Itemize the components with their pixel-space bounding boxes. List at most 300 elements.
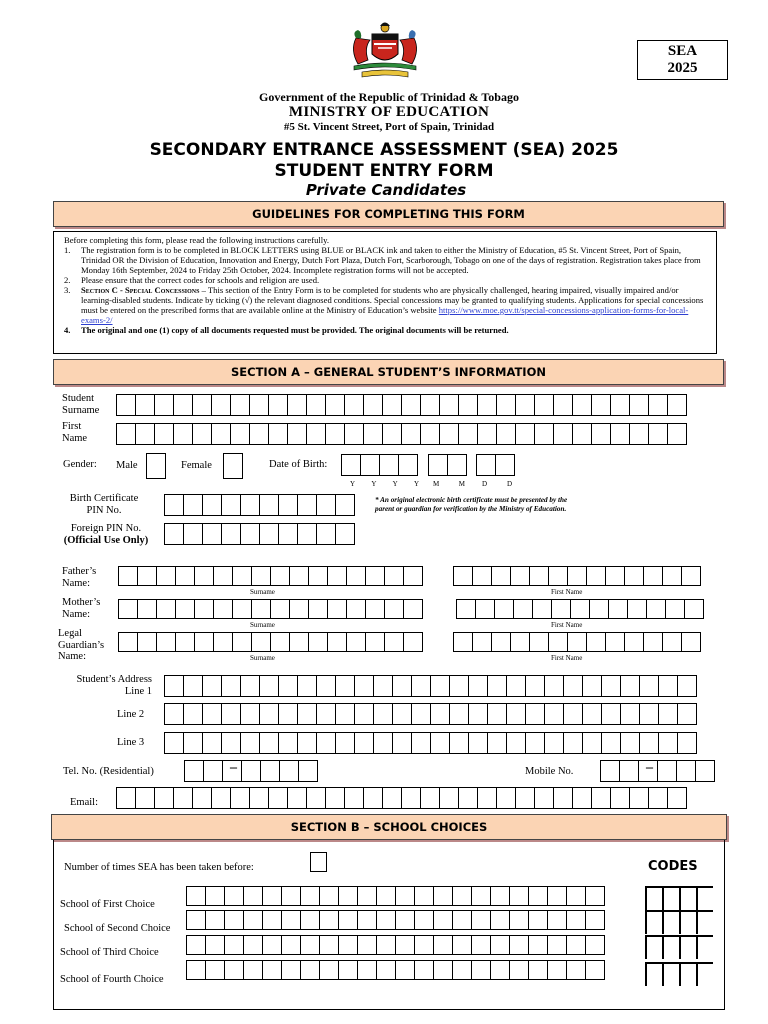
entry-box[interactable] [335,523,355,545]
entry-box[interactable] [472,566,492,586]
entry-box[interactable] [230,394,250,416]
entry-box[interactable] [447,454,467,476]
code-box[interactable] [645,964,662,986]
entry-box[interactable] [605,566,625,586]
entry-box[interactable] [403,566,423,586]
entry-box[interactable] [249,787,269,809]
entry-box[interactable] [453,566,473,586]
code-box[interactable] [645,937,662,959]
entry-box[interactable] [289,632,309,652]
entry-box[interactable] [420,394,440,416]
entry-box[interactable] [186,960,206,980]
entry-box[interactable] [624,632,644,652]
entry-box[interactable] [384,632,404,652]
entry-box[interactable] [118,599,138,619]
entry-box[interactable] [610,423,630,445]
entry-box[interactable] [384,599,404,619]
student-surname-boxes[interactable] [116,394,686,416]
first-choice-code-boxes[interactable] [645,886,713,910]
entry-box[interactable] [449,732,469,754]
entry-box[interactable] [363,787,383,809]
entry-box[interactable] [259,494,279,516]
entry-box[interactable] [509,886,529,906]
entry-box[interactable] [430,675,450,697]
entry-box[interactable] [513,599,533,619]
entry-box[interactable] [382,394,402,416]
email-boxes[interactable] [116,787,686,809]
entry-box[interactable] [232,632,252,652]
entry-box[interactable] [468,703,488,725]
entry-box[interactable] [449,675,469,697]
first-name-boxes[interactable] [116,423,686,445]
code-box[interactable] [645,888,662,910]
entry-box[interactable] [335,703,355,725]
entry-box[interactable] [496,787,516,809]
entry-box[interactable] [605,632,625,652]
entry-box[interactable] [376,960,396,980]
entry-box[interactable] [175,632,195,652]
entry-box[interactable] [164,675,184,697]
entry-box[interactable] [325,787,345,809]
entry-box[interactable] [230,787,250,809]
entry-box[interactable] [357,886,377,906]
entry-box[interactable] [338,886,358,906]
entry-box[interactable] [684,599,704,619]
entry-box[interactable] [534,787,554,809]
entry-box[interactable] [452,886,472,906]
entry-box[interactable] [262,935,282,955]
entry-box[interactable] [289,566,309,586]
entry-box[interactable] [268,787,288,809]
tel-number-boxes[interactable] [241,760,317,782]
entry-box[interactable] [243,910,263,930]
entry-box[interactable] [449,703,469,725]
entry-box[interactable] [240,675,260,697]
entry-box[interactable] [495,454,515,476]
entry-box[interactable] [648,423,668,445]
entry-box[interactable] [224,886,244,906]
entry-box[interactable] [627,599,647,619]
entry-box[interactable] [506,732,526,754]
entry-box[interactable] [240,703,260,725]
entry-box[interactable] [382,423,402,445]
entry-box[interactable] [243,886,263,906]
entry-box[interactable] [308,632,328,652]
entry-box[interactable] [192,423,212,445]
entry-box[interactable] [192,787,212,809]
entry-box[interactable] [154,787,174,809]
entry-box[interactable] [547,960,567,980]
entry-box[interactable] [506,703,526,725]
entry-box[interactable] [346,566,366,586]
entry-box[interactable] [456,599,476,619]
code-box[interactable] [662,937,679,959]
entry-box[interactable] [681,632,701,652]
entry-box[interactable] [453,632,473,652]
entry-box[interactable] [629,423,649,445]
entry-box[interactable] [430,703,450,725]
entry-box[interactable] [194,566,214,586]
entry-box[interactable] [344,787,364,809]
entry-box[interactable] [643,566,663,586]
code-box[interactable] [696,888,713,910]
entry-box[interactable] [529,566,549,586]
entry-box[interactable] [439,423,459,445]
entry-box[interactable] [306,787,326,809]
entry-box[interactable] [566,886,586,906]
entry-box[interactable] [175,566,195,586]
entry-box[interactable] [346,632,366,652]
entry-box[interactable] [205,886,225,906]
entry-box[interactable] [585,886,605,906]
entry-box[interactable] [186,886,206,906]
entry-box[interactable] [585,910,605,930]
entry-box[interactable] [327,632,347,652]
entry-box[interactable] [365,632,385,652]
entry-box[interactable] [610,787,630,809]
code-box[interactable] [679,888,696,910]
entry-box[interactable] [173,394,193,416]
entry-box[interactable] [135,787,155,809]
entry-box[interactable] [490,910,510,930]
entry-box[interactable] [287,394,307,416]
code-box[interactable] [679,964,696,986]
entry-box[interactable] [319,960,339,980]
entry-box[interactable] [325,423,345,445]
entry-box[interactable] [401,787,421,809]
entry-box[interactable] [137,566,157,586]
code-box[interactable] [662,964,679,986]
entry-box[interactable] [695,760,715,782]
entry-box[interactable] [183,732,203,754]
entry-box[interactable] [319,935,339,955]
entry-box[interactable] [154,394,174,416]
entry-box[interactable] [487,703,507,725]
entry-box[interactable] [300,935,320,955]
entry-box[interactable] [373,675,393,697]
entry-box[interactable] [202,523,222,545]
entry-box[interactable] [357,935,377,955]
entry-box[interactable] [392,703,412,725]
code-box[interactable] [696,964,713,986]
entry-box[interactable] [395,960,415,980]
times-taken-box[interactable] [310,852,327,872]
entry-box[interactable] [281,935,301,955]
entry-box[interactable] [281,886,301,906]
entry-box[interactable] [477,423,497,445]
code-box[interactable] [696,912,713,934]
entry-box[interactable] [373,703,393,725]
address-line1-boxes[interactable] [164,675,696,697]
entry-box[interactable] [164,703,184,725]
entry-box[interactable] [211,394,231,416]
entry-box[interactable] [629,787,649,809]
entry-box[interactable] [528,886,548,906]
guardian-first-name-boxes[interactable] [453,632,700,652]
code-box[interactable] [662,888,679,910]
entry-box[interactable] [297,732,317,754]
entry-box[interactable] [528,935,548,955]
entry-box[interactable] [213,599,233,619]
dob-day-boxes[interactable] [476,454,514,476]
entry-box[interactable] [354,703,374,725]
entry-box[interactable] [278,732,298,754]
entry-box[interactable] [414,910,434,930]
entry-box[interactable] [657,760,677,782]
entry-box[interactable] [601,675,621,697]
entry-box[interactable] [529,632,549,652]
entry-box[interactable] [639,732,659,754]
entry-box[interactable] [365,566,385,586]
entry-box[interactable] [211,423,231,445]
entry-box[interactable] [452,910,472,930]
entry-box[interactable] [548,566,568,586]
entry-box[interactable] [544,732,564,754]
entry-box[interactable] [205,910,225,930]
entry-box[interactable] [268,394,288,416]
entry-box[interactable] [289,599,309,619]
entry-box[interactable] [572,787,592,809]
entry-box[interactable] [414,935,434,955]
entry-box[interactable] [156,632,176,652]
entry-box[interactable] [297,675,317,697]
entry-box[interactable] [585,935,605,955]
entry-box[interactable] [677,703,697,725]
entry-box[interactable] [346,599,366,619]
entry-box[interactable] [376,886,396,906]
entry-box[interactable] [572,423,592,445]
entry-box[interactable] [544,675,564,697]
entry-box[interactable] [496,423,516,445]
entry-box[interactable] [570,599,590,619]
entry-box[interactable] [251,566,271,586]
entry-box[interactable] [203,760,223,782]
entry-box[interactable] [414,960,434,980]
entry-box[interactable] [262,886,282,906]
entry-box[interactable] [487,675,507,697]
entry-box[interactable] [243,960,263,980]
dob-month-boxes[interactable] [428,454,466,476]
entry-box[interactable] [306,423,326,445]
entry-box[interactable] [376,935,396,955]
entry-box[interactable] [116,787,136,809]
entry-box[interactable] [528,960,548,980]
entry-box[interactable] [403,632,423,652]
entry-box[interactable] [224,935,244,955]
entry-box[interactable] [677,732,697,754]
entry-box[interactable] [259,732,279,754]
special-concessions-link[interactable]: https://www.moe.gov.tt/special-concessions-application-forms-for-local-exams-2/ [81,305,689,325]
entry-box[interactable] [259,703,279,725]
entry-box[interactable] [281,910,301,930]
entry-box[interactable] [260,760,280,782]
entry-box[interactable] [308,566,328,586]
entry-box[interactable] [589,599,609,619]
entry-box[interactable] [300,886,320,906]
entry-box[interactable] [648,787,668,809]
address-line2-boxes[interactable] [164,703,696,725]
entry-box[interactable] [490,960,510,980]
entry-box[interactable] [335,675,355,697]
entry-box[interactable] [278,494,298,516]
entry-box[interactable] [338,935,358,955]
entry-box[interactable] [319,886,339,906]
entry-box[interactable] [563,675,583,697]
entry-box[interactable] [211,787,231,809]
entry-box[interactable] [601,732,621,754]
entry-box[interactable] [566,935,586,955]
entry-box[interactable] [476,454,496,476]
entry-box[interactable] [532,599,552,619]
entry-box[interactable] [341,454,361,476]
mobile-number-boxes[interactable] [657,760,714,782]
entry-box[interactable] [665,599,685,619]
entry-box[interactable] [270,566,290,586]
entry-box[interactable] [183,703,203,725]
entry-box[interactable] [620,732,640,754]
entry-box[interactable] [354,732,374,754]
entry-box[interactable] [344,394,364,416]
entry-box[interactable] [601,703,621,725]
entry-box[interactable] [572,394,592,416]
entry-box[interactable] [544,703,564,725]
entry-box[interactable] [468,675,488,697]
entry-box[interactable] [433,960,453,980]
code-box[interactable] [696,937,713,959]
entry-box[interactable] [232,566,252,586]
entry-box[interactable] [241,760,261,782]
entry-box[interactable] [137,599,157,619]
fathers-surname-boxes[interactable] [118,566,422,586]
entry-box[interactable] [553,394,573,416]
entry-box[interactable] [376,910,396,930]
entry-box[interactable] [251,632,271,652]
entry-box[interactable] [567,566,587,586]
entry-box[interactable] [300,960,320,980]
entry-box[interactable] [221,523,241,545]
entry-box[interactable] [401,394,421,416]
entry-box[interactable] [496,394,516,416]
entry-box[interactable] [224,960,244,980]
entry-box[interactable] [563,732,583,754]
entry-box[interactable] [491,632,511,652]
entry-box[interactable] [262,910,282,930]
entry-box[interactable] [439,394,459,416]
entry-box[interactable] [475,599,495,619]
entry-box[interactable] [308,599,328,619]
entry-box[interactable] [608,599,628,619]
entry-box[interactable] [335,494,355,516]
entry-box[interactable] [525,675,545,697]
entry-box[interactable] [360,454,380,476]
entry-box[interactable] [316,494,336,516]
entry-box[interactable] [379,454,399,476]
entry-box[interactable] [525,703,545,725]
entry-box[interactable] [338,910,358,930]
entry-box[interactable] [270,599,290,619]
entry-box[interactable] [667,423,687,445]
entry-box[interactable] [491,566,511,586]
entry-box[interactable] [411,703,431,725]
entry-box[interactable] [401,423,421,445]
entry-box[interactable] [319,910,339,930]
entry-box[interactable] [202,703,222,725]
entry-box[interactable] [452,960,472,980]
entry-box[interactable] [316,523,336,545]
entry-box[interactable] [677,675,697,697]
entry-box[interactable] [658,703,678,725]
entry-box[interactable] [567,632,587,652]
entry-box[interactable] [173,423,193,445]
entry-box[interactable] [262,960,282,980]
entry-box[interactable] [553,787,573,809]
entry-box[interactable] [249,423,269,445]
entry-box[interactable] [667,787,687,809]
entry-box[interactable] [363,423,383,445]
entry-box[interactable] [547,886,567,906]
entry-box[interactable] [297,703,317,725]
entry-box[interactable] [458,787,478,809]
entry-box[interactable] [116,423,136,445]
entry-box[interactable] [667,394,687,416]
entry-box[interactable] [154,423,174,445]
entry-box[interactable] [428,454,448,476]
entry-box[interactable] [251,599,271,619]
entry-box[interactable] [335,732,355,754]
code-box[interactable] [645,912,662,934]
fourth-choice-code-boxes[interactable] [645,962,713,986]
entry-box[interactable] [591,423,611,445]
entry-box[interactable] [194,632,214,652]
entry-box[interactable] [658,732,678,754]
code-box[interactable] [679,937,696,959]
entry-box[interactable] [620,703,640,725]
entry-box[interactable] [279,760,299,782]
address-line3-boxes[interactable] [164,732,696,754]
entry-box[interactable] [183,523,203,545]
entry-box[interactable] [392,675,412,697]
entry-box[interactable] [202,732,222,754]
entry-box[interactable] [363,394,383,416]
entry-box[interactable] [494,599,514,619]
foreign-pin-boxes[interactable] [164,523,354,545]
entry-box[interactable] [373,732,393,754]
entry-box[interactable] [213,632,233,652]
entry-box[interactable] [639,675,659,697]
entry-box[interactable] [639,703,659,725]
entry-box[interactable] [646,599,666,619]
entry-box[interactable] [620,675,640,697]
entry-box[interactable] [506,675,526,697]
entry-box[interactable] [278,675,298,697]
entry-box[interactable] [186,935,206,955]
entry-box[interactable] [316,732,336,754]
entry-box[interactable] [300,910,320,930]
entry-box[interactable] [183,494,203,516]
entry-box[interactable] [116,394,136,416]
entry-box[interactable] [327,566,347,586]
entry-box[interactable] [610,394,630,416]
entry-box[interactable] [243,935,263,955]
entry-box[interactable] [270,632,290,652]
entry-box[interactable] [175,599,195,619]
entry-box[interactable] [202,494,222,516]
entry-box[interactable] [224,910,244,930]
entry-box[interactable] [316,675,336,697]
entry-box[interactable] [509,910,529,930]
entry-box[interactable] [249,394,269,416]
entry-box[interactable] [184,760,204,782]
